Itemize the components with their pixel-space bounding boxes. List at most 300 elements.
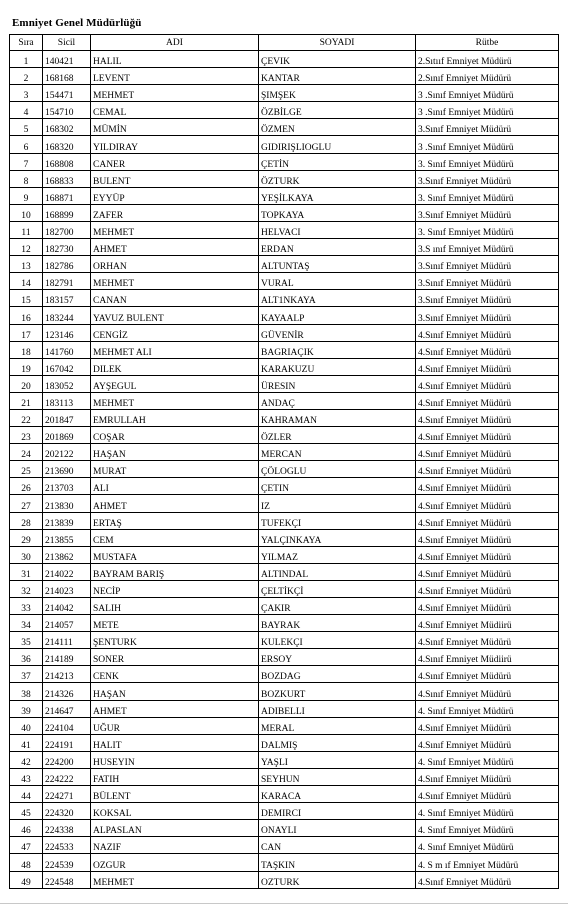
cell-soyadi: ÖZBİLGE bbox=[259, 102, 416, 119]
cell-sicil: 154710 bbox=[43, 102, 91, 119]
cell-soyadi: ADIBELLI bbox=[259, 700, 416, 717]
cell-soyadi: ÇELTİKÇİ bbox=[259, 580, 416, 597]
cell-sira: 24 bbox=[10, 444, 43, 461]
cell-rutbe: 4.Sınıf Emniyet Müdürü bbox=[416, 563, 559, 580]
cell-soyadi: KARAKUZU bbox=[259, 358, 416, 375]
table-row bbox=[10, 341, 559, 358]
cell-sira: 26 bbox=[10, 478, 43, 495]
cell-rutbe: 4.Sınıf Emniyet Müdiirü bbox=[416, 649, 559, 666]
cell-soyadi: MERAL bbox=[259, 717, 416, 734]
cell-soyadi: ÇETIN bbox=[259, 478, 416, 495]
cell-sicil: 224533 bbox=[43, 837, 91, 854]
cell-sicil: 202122 bbox=[43, 444, 91, 461]
cell-sira: 17 bbox=[10, 324, 43, 341]
table-row bbox=[10, 512, 559, 529]
table-row bbox=[10, 427, 559, 444]
cell-sira: 49 bbox=[10, 871, 43, 888]
cell-rutbe: 4.Sınıf Emniyet Müdürü bbox=[416, 529, 559, 546]
table-row bbox=[10, 153, 559, 170]
cell-adi: SONER bbox=[91, 649, 259, 666]
cell-adi: HALIL bbox=[91, 51, 259, 68]
cell-sicil: 224539 bbox=[43, 854, 91, 871]
cell-soyadi: KULEKÇI bbox=[259, 632, 416, 649]
cell-sicil: 214111 bbox=[43, 632, 91, 649]
cell-soyadi: ÇETİN bbox=[259, 153, 416, 170]
column-header-rutbe: Rütbe bbox=[416, 35, 559, 51]
cell-soyadi: YAŞLI bbox=[259, 751, 416, 768]
cell-rutbe: 4.Sınıf Emniyet Müdürü bbox=[416, 341, 559, 358]
cell-sira: 48 bbox=[10, 854, 43, 871]
cell-soyadi: ALT1NKAYA bbox=[259, 290, 416, 307]
table-header-row bbox=[10, 35, 559, 51]
cell-sicil: 214042 bbox=[43, 598, 91, 615]
cell-adi: BÜLENT bbox=[91, 786, 259, 803]
cell-sira: 43 bbox=[10, 768, 43, 785]
cell-rutbe: 4.Sınıf Emniyet Müdürü bbox=[416, 598, 559, 615]
cell-rutbe: 4.Sınıf Emniyet Müdürü bbox=[416, 392, 559, 409]
cell-rutbe: 4.Sınıf Emniyet Müdürü bbox=[416, 461, 559, 478]
cell-rutbe: 4.Sınıf Emniyet Müdürü bbox=[416, 768, 559, 785]
cell-adi: MEHMET bbox=[91, 273, 259, 290]
cell-sicil: 214647 bbox=[43, 700, 91, 717]
cell-sicil: 182700 bbox=[43, 221, 91, 238]
table-row bbox=[10, 392, 559, 409]
cell-sicil: 224191 bbox=[43, 734, 91, 751]
cell-rutbe: 4. Sınıf Emniyet Müdürü bbox=[416, 803, 559, 820]
cell-soyadi: YALÇINKAYA bbox=[259, 529, 416, 546]
cell-sira: 40 bbox=[10, 717, 43, 734]
personnel-table bbox=[9, 34, 559, 889]
cell-sicil: 213839 bbox=[43, 512, 91, 529]
cell-sicil: 224104 bbox=[43, 717, 91, 734]
cell-sira: 36 bbox=[10, 649, 43, 666]
cell-sira: 35 bbox=[10, 632, 43, 649]
cell-sira: 27 bbox=[10, 495, 43, 512]
cell-soyadi: ÇEVIK bbox=[259, 51, 416, 68]
cell-sira: 20 bbox=[10, 375, 43, 392]
cell-adi: MEHMET ALI bbox=[91, 341, 259, 358]
table-row bbox=[10, 204, 559, 221]
cell-soyadi: ALTUNTAŞ bbox=[259, 256, 416, 273]
cell-sira: 29 bbox=[10, 529, 43, 546]
cell-sicil: 182791 bbox=[43, 273, 91, 290]
column-header-adi: ADI bbox=[91, 35, 259, 51]
cell-sira: 31 bbox=[10, 563, 43, 580]
cell-soyadi: MERCAN bbox=[259, 444, 416, 461]
cell-rutbe: 4. Sınıf Emniyet Müdürü bbox=[416, 820, 559, 837]
table-row bbox=[10, 290, 559, 307]
cell-rutbe: 4.Sınıf Emniyet Müdürü bbox=[416, 683, 559, 700]
cell-sira: 8 bbox=[10, 170, 43, 187]
cell-soyadi: ÖZLER bbox=[259, 427, 416, 444]
cell-adi: AHMET bbox=[91, 239, 259, 256]
cell-sicil: 167042 bbox=[43, 358, 91, 375]
cell-rutbe: 4.Sınıf Emniyet Müdürü bbox=[416, 580, 559, 597]
table-row bbox=[10, 751, 559, 768]
cell-rutbe: 4.Sınıf Emniyet Müdürü bbox=[416, 786, 559, 803]
cell-sicil: 213855 bbox=[43, 529, 91, 546]
cell-soyadi: BOZKURT bbox=[259, 683, 416, 700]
cell-sira: 7 bbox=[10, 153, 43, 170]
cell-adi: LEVENT bbox=[91, 68, 259, 85]
cell-sicil: 141760 bbox=[43, 341, 91, 358]
cell-sicil: 214189 bbox=[43, 649, 91, 666]
cell-sicil: 154471 bbox=[43, 85, 91, 102]
cell-soyadi: YEŞİLKAYA bbox=[259, 187, 416, 204]
column-header-soyadi: SOYADI bbox=[259, 35, 416, 51]
cell-sira: 13 bbox=[10, 256, 43, 273]
cell-adi: COŞAR bbox=[91, 427, 259, 444]
cell-adi: AHMET bbox=[91, 495, 259, 512]
cell-soyadi: BAGRIAÇIK bbox=[259, 341, 416, 358]
cell-sira: 19 bbox=[10, 358, 43, 375]
cell-rutbe: 4. Sınıf Emniyet Müdürü bbox=[416, 837, 559, 854]
cell-sicil: 168833 bbox=[43, 170, 91, 187]
cell-sira: 25 bbox=[10, 461, 43, 478]
table-row bbox=[10, 409, 559, 426]
cell-soyadi: ÜRESIN bbox=[259, 375, 416, 392]
cell-rutbe: 4.Sınıf Emniyet Müdürü bbox=[416, 734, 559, 751]
table-row bbox=[10, 598, 559, 615]
cell-adi: MUSTAFA bbox=[91, 546, 259, 563]
cell-adi: EYYÜP bbox=[91, 187, 259, 204]
cell-sicil: 214057 bbox=[43, 615, 91, 632]
cell-soyadi: ŞIMŞEK bbox=[259, 85, 416, 102]
table-row bbox=[10, 803, 559, 820]
cell-rutbe: 3.Sınıf Emniyet Müdürü bbox=[416, 273, 559, 290]
cell-rutbe: 4.Sınıf Emniyet Müdürü bbox=[416, 358, 559, 375]
cell-sira: 3 bbox=[10, 85, 43, 102]
cell-adi: HAŞAN bbox=[91, 444, 259, 461]
table-row bbox=[10, 461, 559, 478]
cell-adi: CENGİZ bbox=[91, 324, 259, 341]
cell-sicil: 224548 bbox=[43, 871, 91, 888]
table-row bbox=[10, 358, 559, 375]
cell-sira: 42 bbox=[10, 751, 43, 768]
table-row bbox=[10, 768, 559, 785]
cell-adi: EMRULLAH bbox=[91, 409, 259, 426]
cell-rutbe: 3 .Sınıf Emniyet Müdürü bbox=[416, 85, 559, 102]
cell-sicil: 214326 bbox=[43, 683, 91, 700]
table-row bbox=[10, 649, 559, 666]
cell-sira: 10 bbox=[10, 204, 43, 221]
cell-sira: 4 bbox=[10, 102, 43, 119]
table-row bbox=[10, 478, 559, 495]
cell-sira: 12 bbox=[10, 239, 43, 256]
cell-soyadi: VURAL bbox=[259, 273, 416, 290]
cell-adi: CANER bbox=[91, 153, 259, 170]
cell-soyadi: SEYHUN bbox=[259, 768, 416, 785]
cell-soyadi: ÇÖLOGLU bbox=[259, 461, 416, 478]
table-row bbox=[10, 683, 559, 700]
cell-sicil: 213862 bbox=[43, 546, 91, 563]
cell-sira: 16 bbox=[10, 307, 43, 324]
cell-rutbe: 4.Sınıf Emniyet Müdürü bbox=[416, 409, 559, 426]
cell-adi: MÜMİN bbox=[91, 119, 259, 136]
cell-rutbe: 4. S m ıf Emniyet Müdürü bbox=[416, 854, 559, 871]
cell-rutbe: 4.Sınıf Emniyet Müdürü bbox=[416, 324, 559, 341]
cell-adi: YILDIRAY bbox=[91, 136, 259, 153]
cell-soyadi: HELVACI bbox=[259, 221, 416, 238]
cell-rutbe: 4.Sınıf Emniyet Müdürü bbox=[416, 717, 559, 734]
table-row bbox=[10, 563, 559, 580]
cell-sicil: 168168 bbox=[43, 68, 91, 85]
cell-sira: 41 bbox=[10, 734, 43, 751]
cell-soyadi: TUFEKÇI bbox=[259, 512, 416, 529]
cell-adi: ORHAN bbox=[91, 256, 259, 273]
cell-sira: 1 bbox=[10, 51, 43, 68]
column-header-sicil: Sicil bbox=[43, 35, 91, 51]
cell-sira: 18 bbox=[10, 341, 43, 358]
table-row bbox=[10, 102, 559, 119]
cell-rutbe: 4.Sınıf Emniyet Müdürü bbox=[416, 375, 559, 392]
cell-soyadi: TAŞKIN bbox=[259, 854, 416, 871]
cell-sira: 37 bbox=[10, 666, 43, 683]
table-row bbox=[10, 221, 559, 238]
cell-sira: 47 bbox=[10, 837, 43, 854]
cell-soyadi: ERSOY bbox=[259, 649, 416, 666]
cell-sira: 5 bbox=[10, 119, 43, 136]
cell-rutbe: 4. Sınıf Emniyet Müdürü bbox=[416, 751, 559, 768]
cell-sira: 15 bbox=[10, 290, 43, 307]
cell-sira: 23 bbox=[10, 427, 43, 444]
cell-soyadi: ÖZTURK bbox=[259, 170, 416, 187]
table-row bbox=[10, 85, 559, 102]
cell-adi: YAVUZ BULENT bbox=[91, 307, 259, 324]
cell-soyadi: BOZDAG bbox=[259, 666, 416, 683]
table-row bbox=[10, 256, 559, 273]
cell-soyadi: KARACA bbox=[259, 786, 416, 803]
cell-rutbe: 3.Sınıf Emniyet Müdürü bbox=[416, 290, 559, 307]
cell-sira: 6 bbox=[10, 136, 43, 153]
cell-sicil: 168320 bbox=[43, 136, 91, 153]
cell-sicil: 214023 bbox=[43, 580, 91, 597]
cell-adi: DILEK bbox=[91, 358, 259, 375]
table-row bbox=[10, 375, 559, 392]
cell-sira: 44 bbox=[10, 786, 43, 803]
table-row bbox=[10, 820, 559, 837]
cell-adi: ERTAŞ bbox=[91, 512, 259, 529]
table-row bbox=[10, 580, 559, 597]
cell-sira: 34 bbox=[10, 615, 43, 632]
cell-rutbe: 4.Sınıf Emniyet Müdürü bbox=[416, 546, 559, 563]
cell-sicil: 168302 bbox=[43, 119, 91, 136]
cell-sicil: 123146 bbox=[43, 324, 91, 341]
cell-sicil: 182730 bbox=[43, 239, 91, 256]
table-row bbox=[10, 307, 559, 324]
cell-rutbe: 4.Sınıf Emniyet Müdürü bbox=[416, 427, 559, 444]
cell-sira: 30 bbox=[10, 546, 43, 563]
table-row bbox=[10, 324, 559, 341]
cell-soyadi: IZ bbox=[259, 495, 416, 512]
cell-adi: BAYRAM BARIŞ bbox=[91, 563, 259, 580]
cell-rutbe: 2.Sınıf Emniyet Müdürü bbox=[416, 68, 559, 85]
cell-adi: ŞENTURK bbox=[91, 632, 259, 649]
cell-sicil: 201847 bbox=[43, 409, 91, 426]
cell-sicil: 224271 bbox=[43, 786, 91, 803]
cell-rutbe: 3.Sınıf Emniyet Müdürü bbox=[416, 307, 559, 324]
cell-rutbe: 4.Sınıf Emniyet Müdürü bbox=[416, 632, 559, 649]
cell-soyadi: CAN bbox=[259, 837, 416, 854]
cell-sira: 28 bbox=[10, 512, 43, 529]
cell-soyadi: ÇAKIR bbox=[259, 598, 416, 615]
cell-sicil: 183113 bbox=[43, 392, 91, 409]
cell-sira: 22 bbox=[10, 409, 43, 426]
cell-soyadi: ERDAN bbox=[259, 239, 416, 256]
page-title: Emniyet Genel Müdürlüğü bbox=[12, 17, 142, 29]
cell-soyadi: OZTURK bbox=[259, 871, 416, 888]
cell-sira: 33 bbox=[10, 598, 43, 615]
cell-rutbe: 3. Sınıf Emniyet Müdürü bbox=[416, 187, 559, 204]
cell-sira: 9 bbox=[10, 187, 43, 204]
cell-sicil: 224200 bbox=[43, 751, 91, 768]
cell-rutbe: 3. Sınıf Emniyet Müdürü bbox=[416, 221, 559, 238]
cell-adi: CEMAL bbox=[91, 102, 259, 119]
cell-adi: UĞUR bbox=[91, 717, 259, 734]
cell-soyadi: ONAYLI bbox=[259, 820, 416, 837]
cell-adi: BULENT bbox=[91, 170, 259, 187]
cell-sicil: 168899 bbox=[43, 204, 91, 221]
table-row bbox=[10, 239, 559, 256]
table-row bbox=[10, 187, 559, 204]
cell-adi: MEHMET bbox=[91, 392, 259, 409]
cell-adi: SALIH bbox=[91, 598, 259, 615]
cell-soyadi: DEMIRCI bbox=[259, 803, 416, 820]
cell-sicil: 182786 bbox=[43, 256, 91, 273]
cell-soyadi: KAYAALP bbox=[259, 307, 416, 324]
cell-soyadi: KAHRAMAN bbox=[259, 409, 416, 426]
cell-adi: MEHMET bbox=[91, 871, 259, 888]
cell-soyadi: GÜVENİR bbox=[259, 324, 416, 341]
cell-sicil: 214022 bbox=[43, 563, 91, 580]
table-row bbox=[10, 170, 559, 187]
cell-soyadi: ALTINDAL bbox=[259, 563, 416, 580]
cell-rutbe: 3.S ınıf Emniyet Müdürü bbox=[416, 239, 559, 256]
cell-rutbe: 2.Sıtııf Emniyet Müdürü bbox=[416, 51, 559, 68]
cell-rutbe: 4.Sınıf Emniyet Müdürü bbox=[416, 666, 559, 683]
cell-adi: ALI bbox=[91, 478, 259, 495]
table-row bbox=[10, 444, 559, 461]
cell-sicil: 224320 bbox=[43, 803, 91, 820]
cell-sira: 2 bbox=[10, 68, 43, 85]
table-row bbox=[10, 615, 559, 632]
table-row bbox=[10, 136, 559, 153]
cell-sira: 14 bbox=[10, 273, 43, 290]
cell-adi: AHMET bbox=[91, 700, 259, 717]
cell-adi: MEHMET bbox=[91, 85, 259, 102]
cell-sicil: 183157 bbox=[43, 290, 91, 307]
cell-adi: NAZIF bbox=[91, 837, 259, 854]
column-header-sira: Sıra bbox=[10, 35, 43, 51]
cell-soyadi: TOPKAYA bbox=[259, 204, 416, 221]
cell-adi: MURAT bbox=[91, 461, 259, 478]
cell-sira: 32 bbox=[10, 580, 43, 597]
table-row bbox=[10, 529, 559, 546]
table-row bbox=[10, 666, 559, 683]
cell-adi: CANAN bbox=[91, 290, 259, 307]
cell-adi: NECİP bbox=[91, 580, 259, 597]
cell-adi: CENK bbox=[91, 666, 259, 683]
cell-rutbe: 4.Sınıf Emniyet Müdürü bbox=[416, 871, 559, 888]
cell-sira: 11 bbox=[10, 221, 43, 238]
cell-adi: AYŞEGUL bbox=[91, 375, 259, 392]
cell-adi: KOKSAL bbox=[91, 803, 259, 820]
table-row bbox=[10, 632, 559, 649]
cell-soyadi: ÖZMEN bbox=[259, 119, 416, 136]
table-row bbox=[10, 786, 559, 803]
cell-adi: HAŞAN bbox=[91, 683, 259, 700]
cell-sira: 38 bbox=[10, 683, 43, 700]
cell-rutbe: 3.Sınıf Emniyet Müdürü bbox=[416, 170, 559, 187]
cell-adi: ZAFER bbox=[91, 204, 259, 221]
cell-sicil: 224222 bbox=[43, 768, 91, 785]
cell-rutbe: 4.Sınıf Emniyet Müdürü bbox=[416, 512, 559, 529]
cell-soyadi: GIDIRIŞLIOGLU bbox=[259, 136, 416, 153]
cell-rutbe: 3 .Sınıf Emniyet Müdürü bbox=[416, 102, 559, 119]
cell-adi: HUSEYIN bbox=[91, 751, 259, 768]
cell-soyadi: DALMIŞ bbox=[259, 734, 416, 751]
cell-sira: 45 bbox=[10, 803, 43, 820]
cell-sicil: 183244 bbox=[43, 307, 91, 324]
cell-adi: HALIT bbox=[91, 734, 259, 751]
table-row bbox=[10, 871, 559, 888]
table-row bbox=[10, 51, 559, 68]
cell-rutbe: 3.Sınıf Emniyet Müdürü bbox=[416, 256, 559, 273]
cell-rutbe: 4. Sınıf Emniyet Müdürü bbox=[416, 700, 559, 717]
cell-rutbe: 3. Sınıf Emniyet Müdürü bbox=[416, 153, 559, 170]
cell-sicil: 183052 bbox=[43, 375, 91, 392]
cell-sicil: 213830 bbox=[43, 495, 91, 512]
table-row bbox=[10, 273, 559, 290]
cell-adi: MEHMET bbox=[91, 221, 259, 238]
cell-rutbe: 4.Sınıf Emniyet Müdiirü bbox=[416, 615, 559, 632]
table-row bbox=[10, 546, 559, 563]
cell-sicil: 168871 bbox=[43, 187, 91, 204]
cell-sicil: 201869 bbox=[43, 427, 91, 444]
page-bottom-rule bbox=[0, 903, 568, 904]
cell-rutbe: 3.Sınıf Emniyet Müdürü bbox=[416, 204, 559, 221]
cell-rutbe: 4.Sınıf Emniyet Müdürü bbox=[416, 444, 559, 461]
cell-sira: 39 bbox=[10, 700, 43, 717]
table-row bbox=[10, 700, 559, 717]
cell-adi: METE bbox=[91, 615, 259, 632]
cell-sicil: 213703 bbox=[43, 478, 91, 495]
table-row bbox=[10, 854, 559, 871]
cell-soyadi: YILMAZ bbox=[259, 546, 416, 563]
cell-adi: OZGUR bbox=[91, 854, 259, 871]
table-row bbox=[10, 837, 559, 854]
cell-sicil: 214213 bbox=[43, 666, 91, 683]
cell-sicil: 213690 bbox=[43, 461, 91, 478]
cell-rutbe: 4.Sınıf Emniyet Müdürü bbox=[416, 478, 559, 495]
cell-soyadi: KANTAR bbox=[259, 68, 416, 85]
cell-rutbe: 3.Sınıf Emniyet Müdürü bbox=[416, 119, 559, 136]
cell-rutbe: 3 .Sınıf Emniyet Müdürü bbox=[416, 136, 559, 153]
table-row bbox=[10, 495, 559, 512]
table-row bbox=[10, 68, 559, 85]
cell-sicil: 140421 bbox=[43, 51, 91, 68]
table-row bbox=[10, 717, 559, 734]
cell-adi: ALPASLAN bbox=[91, 820, 259, 837]
cell-sicil: 224338 bbox=[43, 820, 91, 837]
cell-soyadi: BAYRAK bbox=[259, 615, 416, 632]
cell-sira: 21 bbox=[10, 392, 43, 409]
cell-sicil: 168808 bbox=[43, 153, 91, 170]
cell-sira: 46 bbox=[10, 820, 43, 837]
cell-rutbe: 4.Sınıf Emniyet Müdürü bbox=[416, 495, 559, 512]
cell-adi: CEM bbox=[91, 529, 259, 546]
table-row bbox=[10, 734, 559, 751]
